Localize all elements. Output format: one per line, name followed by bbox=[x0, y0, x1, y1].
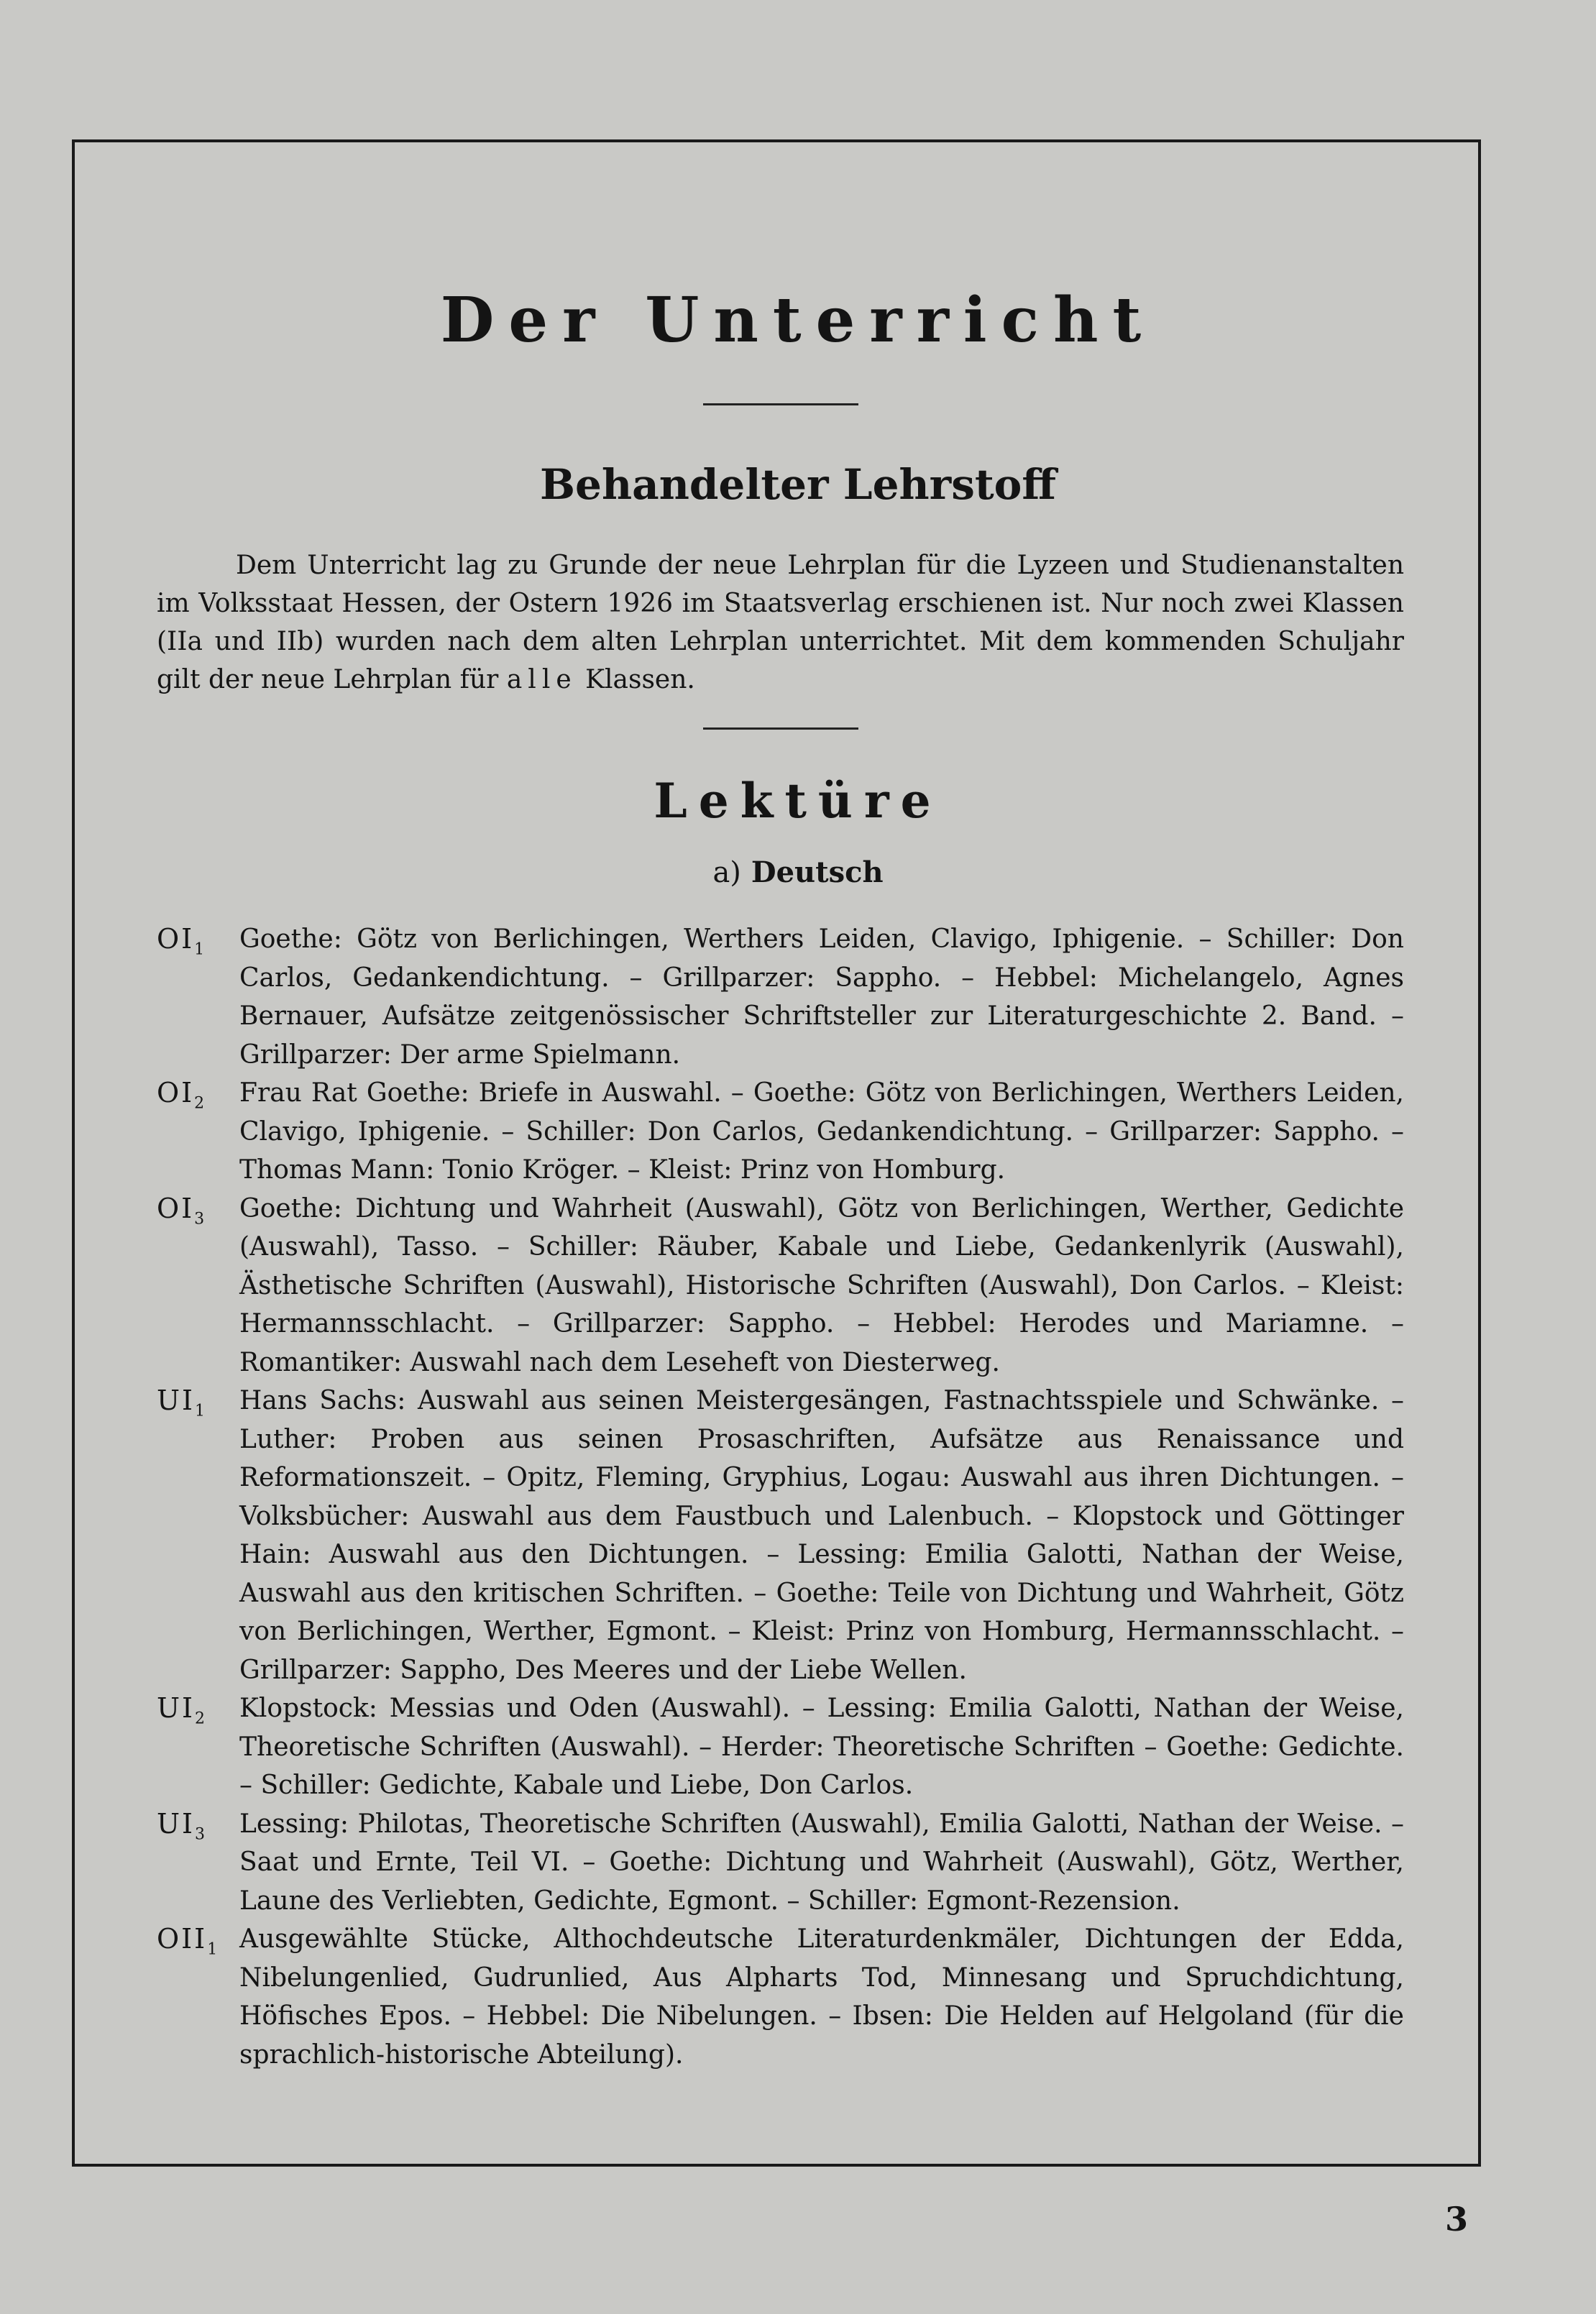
page-title: Der Unterricht bbox=[440, 284, 1156, 357]
class-label: $OII_1$ bbox=[157, 1923, 218, 1959]
entry-text: Lessing: Philotas, Theoretische Schriften (Auswahl), Emilia Galotti, Nathan der Weise. – Saat und Ernte, Teil VI. – Goethe: Dichtung und Wahrheit (Auswahl), Götz, Werther, Laune des Verliebten, Gedichte, Egmont. – Schiller: Egmont-Rezension. bbox=[239, 1809, 1404, 1916]
reading-entry bbox=[157, 1074, 1404, 1190]
entry-text: Hans Sachs: Auswahl aus seinen Meistergesängen, Fastnachtsspiele und Schwänke. – Luther: Proben aus seinen Prosaschriften, Aufsätze aus Renaissance und Reformationszeit. – Opitz, Fleming, Gryphius, Logau: Auswahl aus ihren Dichtungen. – Volksbücher: Auswahl aus dem Faustbuch und Lalenbuch. – Klopstock und Göttinger Hain: Auswahl aus den Dichtungen. – Lessing: Emilia Galotti, Nathan der Weise, Auswahl aus den kritischen Schriften. – Goethe: Teile von Dichtung und Wahrheit, Götz von Berlichingen, Werther, Egmont. – Kleist: Prinz von Homburg, Hermannsschlacht. – Grillparzer: Sappho, Des Meeres und der Liebe Wellen. bbox=[239, 1386, 1404, 1685]
entry-text: Frau Rat Goethe: Briefe in Auswahl. – Goethe: Götz von Berlichingen, Werthers Leiden, Clavigo, Iphigenie. – Schiller: Don Carlos, Gedankendichtung. – Grillparzer: Sappho. – Thomas Mann: Tonio Kröger. – Kleist: Prinz von Homburg. bbox=[239, 1078, 1404, 1185]
reading-list bbox=[157, 920, 1404, 2074]
page-number: 3 bbox=[1445, 2200, 1469, 2239]
subsection-letter: a) bbox=[712, 856, 741, 889]
intro-text-emphasis: alle bbox=[506, 665, 577, 694]
reading-entry bbox=[157, 920, 1404, 1074]
class-label: $UI_2$ bbox=[157, 1692, 206, 1728]
subsection-heading-deutsch bbox=[0, 855, 1596, 889]
class-label: $OI_2$ bbox=[157, 1077, 205, 1113]
entry-text: Klopstock: Messias und Oden (Auswahl). – Lessing: Emilia Galotti, Nathan der Weise, Theoretische Schriften (Auswahl). – Herder: Theoretische Schriften – Goethe: Gedichte. – Schiller: Gedichte, Kabale und Liebe, Don Carlos. bbox=[239, 1694, 1404, 1800]
intro-paragraph bbox=[157, 546, 1404, 699]
reading-entry bbox=[157, 1190, 1404, 1382]
reading-entry bbox=[157, 1805, 1404, 1921]
intro-text-start: Dem Unterricht lag zu Grunde der neue Lehrplan für die Lyzeen und Studienanstalten im Volksstaat Hessen, der Ostern 1926 im Staatsverlag erschienen ist. Nur noch zwei Klassen (IIa und IIb) wurden nach dem alten Lehrplan unterrichtet. Mit dem kommenden Schuljahr gilt der neue Lehrplan für bbox=[157, 551, 1404, 694]
intro-text-end: Klassen. bbox=[585, 665, 695, 694]
reading-entry bbox=[157, 1920, 1404, 2074]
class-label: $UI_1$ bbox=[157, 1385, 206, 1420]
divider bbox=[703, 403, 858, 405]
reading-entry bbox=[157, 1382, 1404, 1689]
reading-entry bbox=[157, 1689, 1404, 1805]
subsection-title: Deutsch bbox=[751, 855, 884, 889]
class-label: $OI_1$ bbox=[157, 923, 205, 959]
class-label: $UI_3$ bbox=[157, 1807, 206, 1844]
section-heading-lektuere: Lektüre bbox=[653, 773, 943, 829]
entry-text: Goethe: Götz von Berlichingen, Werthers Leiden, Clavigo, Iphigenie. – Schiller: Don Carlos, Gedankendichtung. – Grillparzer: Sappho. – Hebbel: Michelangelo, Agnes Bernauer, Aufsätze zeitgenössischer Schriftsteller zur Literaturgeschichte 2. Band. – Grillparzer: Der arme Spielmann. bbox=[239, 924, 1404, 1070]
entry-text: Ausgewählte Stücke, Althochdeutsche Literaturdenkmäler, Dichtungen der Edda, Nibelungenlied, Gudrunlied, Aus Alpharts Tod, Minnesang und Spruchdichtung, Höfisches Epos. – Hebbel: Die Nibelungen. – Ibsen: Die Helden auf Helgoland (für die sprachlich-historische Abteilung). bbox=[239, 1924, 1404, 2070]
entry-text: Goethe: Dichtung und Wahrheit (Auswahl), Götz von Berlichingen, Werther, Gedichte (Auswahl), Tasso. – Schiller: Räuber, Kabale und Liebe, Gedankenlyrik (Auswahl), Ästhetische Schriften (Auswahl), Historische Schriften (Auswahl), Don Carlos. – Kleist: Hermannsschlacht. – Grillparzer: Sappho. – Hebbel: Herodes und Mariamne. – Romantiker: Auswahl nach dem Leseheft von Diesterweg. bbox=[239, 1193, 1404, 1377]
class-label: $OI_3$ bbox=[157, 1192, 205, 1229]
section-heading-lehrstoff: Behandelter Lehrstoff bbox=[540, 460, 1056, 509]
divider bbox=[703, 727, 858, 730]
